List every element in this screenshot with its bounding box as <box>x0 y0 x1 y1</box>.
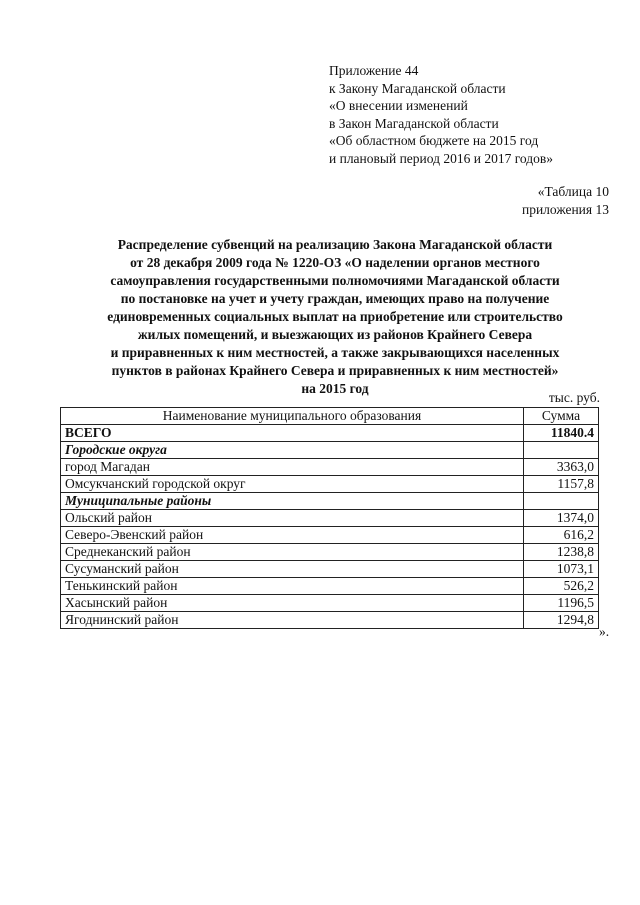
total-sum: 11840.4 <box>524 425 599 442</box>
municipality-name: Среднеканский район <box>61 544 524 561</box>
table-row <box>61 510 599 527</box>
title-line: Распределение субвенций на реализацию Закона Магаданской области <box>117 237 553 252</box>
column-header-sum: Сумма <box>524 408 599 425</box>
municipality-name: Хасынский район <box>61 595 524 612</box>
title-line: и приравненных к ним местностей, а также закрывающихся населенных <box>110 345 560 360</box>
table-row <box>61 459 599 476</box>
municipality-name: Тенькинский район <box>61 578 524 595</box>
municipality-sum: 1374,0 <box>524 510 599 527</box>
subvention-table <box>60 407 599 629</box>
section-title: Городские округа <box>61 442 524 459</box>
appendix-header <box>329 62 553 167</box>
municipality-sum: 3363,0 <box>524 459 599 476</box>
title-line: от 28 декабря 2009 года № 1220-ОЗ «О наделении органов местного <box>130 255 540 270</box>
section-row-urban <box>61 442 599 459</box>
municipality-sum: 526,2 <box>524 578 599 595</box>
title-line: самоуправления государственными полномочиями Магаданской области <box>110 273 560 288</box>
appendix-line: в Закон Магаданской области <box>329 115 499 131</box>
table-row <box>61 561 599 578</box>
municipality-sum: 1073,1 <box>524 561 599 578</box>
total-row <box>61 425 599 442</box>
closing-quote: ». <box>599 624 610 639</box>
document-title <box>60 236 610 398</box>
municipality-sum: 1294,8 <box>524 612 599 629</box>
table-row <box>61 476 599 493</box>
table-row <box>61 612 599 629</box>
column-header-name: Наименование муниципального образования <box>61 408 524 425</box>
title-line: пунктов в районах Крайнего Севера и приравненных к ним местностей» <box>111 363 559 378</box>
municipality-sum: 1238,8 <box>524 544 599 561</box>
table-row <box>61 527 599 544</box>
appendix-line: Приложение 44 <box>329 63 419 78</box>
appendix-line: «Об областном бюджете на 2015 год <box>329 133 539 148</box>
section-sum-empty <box>524 442 599 459</box>
table-row <box>61 578 599 595</box>
appendix-line: «О внесении изменений <box>329 98 468 113</box>
appendix-line: к Закону Магаданской области <box>329 80 506 96</box>
section-sum-empty <box>524 493 599 510</box>
unit-label: тыс. руб. <box>548 390 600 405</box>
municipality-sum: 1157,8 <box>524 476 599 493</box>
municipality-name: город Магадан <box>61 459 524 476</box>
municipality-name: Сусуманский район <box>61 561 524 578</box>
municipality-sum: 616,2 <box>524 527 599 544</box>
table-reference-line: приложения 13 <box>521 201 609 217</box>
municipality-name: Ольский район <box>61 510 524 527</box>
table-row <box>61 595 599 612</box>
title-line: единовременных социальных выплат на приобретение или строительство <box>107 309 563 324</box>
table-reference-line: «Таблица 10 <box>537 184 609 199</box>
table-row <box>61 544 599 561</box>
title-line: жилых помещений, и выезжающих из районов Крайнего Севера <box>137 327 533 342</box>
municipality-name: Ягоднинский район <box>61 612 524 629</box>
section-row-districts <box>61 493 599 510</box>
title-line: на 2015 год <box>301 381 369 396</box>
municipality-name: Омсукчанский городской округ <box>61 476 524 493</box>
total-label: ВСЕГО <box>61 425 524 442</box>
municipality-name: Северо-Эвенский район <box>61 527 524 544</box>
table-header-row <box>61 408 599 425</box>
appendix-line: и плановый период 2016 и 2017 годов» <box>329 150 554 166</box>
title-line: по постановке на учет и учету граждан, имеющих право на получение <box>120 291 550 306</box>
table-reference <box>522 183 609 218</box>
section-title: Муниципальные районы <box>61 493 524 510</box>
municipality-sum: 1196,5 <box>524 595 599 612</box>
